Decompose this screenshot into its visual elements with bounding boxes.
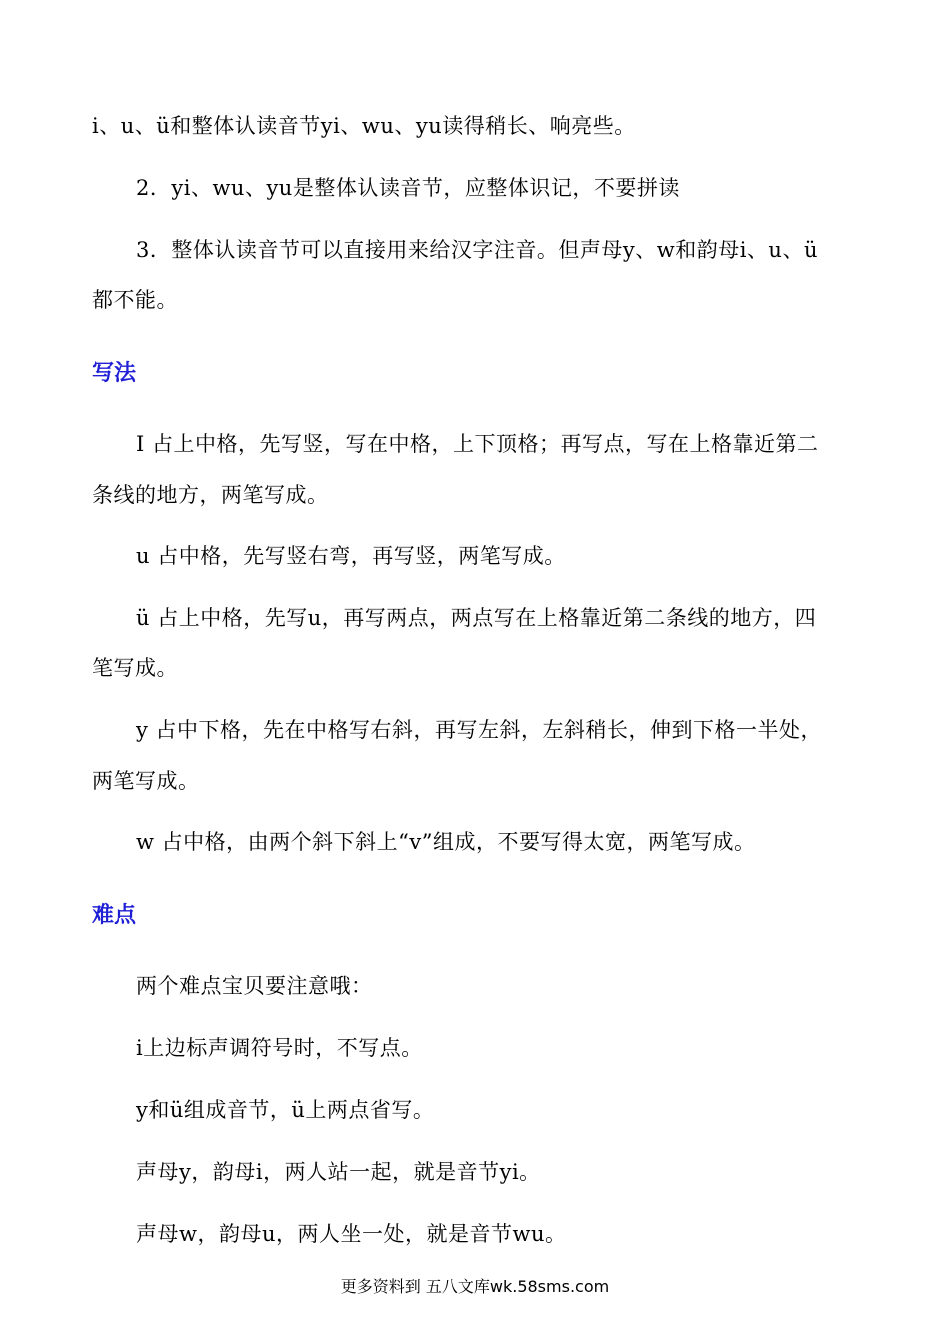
writing-uu: ü 占上中格，先写u，再写两点，两点写在上格靠近第二条线的地方，四 [136, 606, 817, 630]
difficulty-item-4: 声母w，韵母u，两人坐一处，就是音节wu。 [136, 1222, 567, 1246]
difficulty-item-2: y和ü组成音节，ü上两点省写。 [136, 1098, 435, 1122]
paragraph-point-2: 2．yi、wu、yu是整体认读音节，应整体识记，不要拼读 [136, 176, 680, 200]
writing-y: y 占中下格，先在中格写右斜，再写左斜，左斜稍长，伸到下格一半处， [136, 718, 823, 742]
difficulty-item-3: 声母y，韵母i，两人站一起，就是音节yi。 [136, 1160, 541, 1184]
writing-y-cont: 两笔写成。 [92, 769, 200, 793]
footer-watermark: 更多资料到 五八文库wk.58sms.com [340, 1277, 610, 1296]
writing-i: I 占上中格，先写竖，写在中格，上下顶格；再写点，写在上格靠近第二 [136, 432, 819, 456]
section-heading-writing: 写法 [92, 361, 137, 386]
paragraph-point-3: 3．整体认读音节可以直接用来给汉字注音。但声母y、w和韵母i、u、ü [136, 238, 818, 262]
writing-u: u 占中格，先写竖右弯，再写竖，两笔写成。 [136, 544, 566, 568]
difficulty-item-1: i上边标声调符号时，不写点。 [136, 1036, 423, 1060]
paragraph-point-3-cont: 都不能。 [92, 288, 178, 312]
difficulty-intro: 两个难点宝贝要注意哦： [136, 974, 373, 998]
writing-i-cont: 条线的地方，两笔写成。 [92, 483, 329, 507]
writing-uu-cont: 笔写成。 [92, 656, 178, 680]
paragraph-line: i、u、ü和整体认读音节yi、wu、yu读得稍长、响亮些。 [92, 114, 636, 138]
writing-w: w 占中格，由两个斜下斜上“v”组成，不要写得太宽，两笔写成。 [136, 830, 756, 854]
section-heading-difficulty: 难点 [92, 903, 137, 928]
